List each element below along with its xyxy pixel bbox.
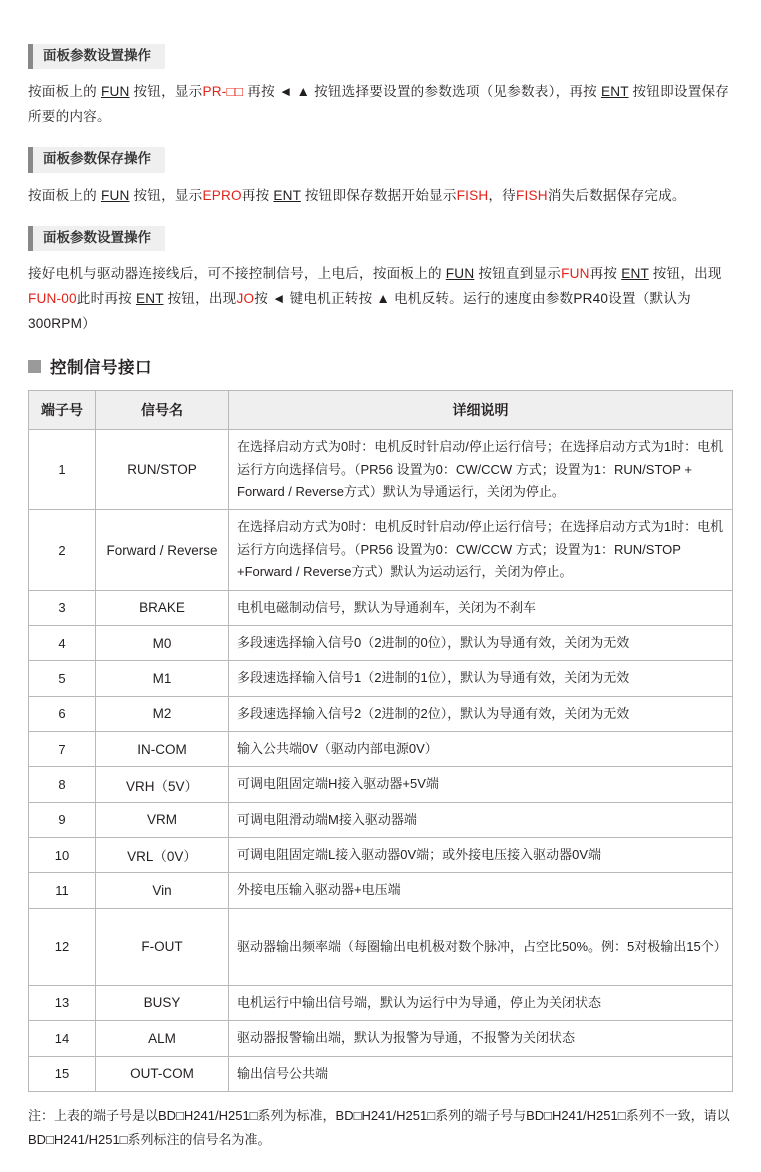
cell-description: 驱动器报警输出端，默认为报警为导通，不报警为关闭状态 (229, 1021, 733, 1056)
cell-description: 可调电阻固定端H接入驱动器+5V端 (229, 767, 733, 802)
section-paragraph: 接好电机与驱动器连接线后，可不接控制信号，上电后，按面板上的 FUN 按钮直到显示FUN再按 ENT 按钮，出现FUN-00此时再按 ENT 按钮，出现JO按 ◄ 键电机正转按 ▲ 电机反转。运行的速度由参数PR40设置（默认为300RPM） (28, 265, 722, 332)
cell-description: 输出信号公共端 (229, 1056, 733, 1091)
cell-description: 电机运行中输出信号端，默认为运行中为导通，停止为关闭状态 (229, 985, 733, 1020)
table-header-row (29, 391, 733, 430)
control-signal-table (28, 390, 733, 1091)
cell-signal-name: Vin (96, 873, 229, 908)
table-row (29, 908, 733, 985)
cell-signal-name: M0 (96, 625, 229, 660)
control-signal-interface-heading (28, 354, 733, 378)
cell-terminal-no: 4 (29, 625, 96, 660)
cell-terminal-no: 10 (29, 838, 96, 873)
cell-description: 驱动器输出频率端（每圈输出电机极对数个脉冲，占空比50%。例：5对极输出15个） (229, 908, 733, 985)
table-row (29, 1056, 733, 1091)
cell-terminal-no: 8 (29, 767, 96, 802)
cell-signal-name: BUSY (96, 985, 229, 1020)
cell-signal-name: M2 (96, 696, 229, 731)
cell-signal-name: M1 (96, 661, 229, 696)
table-row (29, 590, 733, 625)
table-row (29, 767, 733, 802)
cell-signal-name: ALM (96, 1021, 229, 1056)
th-signal-name: 信号名 (96, 391, 229, 430)
table-row (29, 873, 733, 908)
table-row (29, 802, 733, 837)
cell-terminal-no: 14 (29, 1021, 96, 1056)
cell-terminal-no: 13 (29, 985, 96, 1020)
cell-signal-name: F-OUT (96, 908, 229, 985)
cell-terminal-no: 3 (29, 590, 96, 625)
cell-terminal-no: 2 (29, 510, 96, 590)
table-header (29, 391, 733, 430)
section-paragraph: 按面板上的 FUN 按钮，显示PR-□□ 再按 ◄ ▲ 按钮选择要设置的参数选项（见参数表），再按 ENT 按钮即设置保存所要的内容。 (28, 84, 730, 125)
cell-terminal-no: 1 (29, 430, 96, 510)
table-footnote: 注：上表的端子号是以BD□H241/H251□系列为标准，BD□H241/H251□系列的端子号与BD□H241/H251□系列不一致，请以BD□H241/H251□系列标注的信号名为准。 (28, 1107, 730, 1147)
table-row (29, 732, 733, 767)
table-row (29, 661, 733, 696)
section-paragraph: 按面板上的 FUN 按钮，显示EPRO再按 ENT 按钮即保存数据开始显示FISH，待FISH消失后数据保存完成。 (28, 187, 686, 203)
cell-description: 外接电压输入驱动器+电压端 (229, 873, 733, 908)
cell-description: 多段速选择输入信号1（2进制的1位），默认为导通有效，关闭为无效 (229, 661, 733, 696)
table-row (29, 510, 733, 590)
heading-label: 控制信号接口 (50, 359, 152, 378)
cell-description: 可调电阻滑动端M接入驱动器端 (229, 802, 733, 837)
cell-signal-name: VRH（5V） (96, 767, 229, 802)
cell-description: 输入公共端0V（驱动内部电源0V） (229, 732, 733, 767)
table-row (29, 1021, 733, 1056)
table-row (29, 696, 733, 731)
cell-signal-name: VRM (96, 802, 229, 837)
cell-terminal-no: 7 (29, 732, 96, 767)
table-row (29, 985, 733, 1020)
cell-terminal-no: 11 (29, 873, 96, 908)
section-chip: 面板参数设置操作 (28, 226, 165, 251)
cell-signal-name: RUN/STOP (96, 430, 229, 510)
cell-terminal-no: 5 (29, 661, 96, 696)
table-row (29, 625, 733, 660)
square-bullet-icon (28, 360, 41, 373)
cell-description: 多段速选择输入信号2（2进制的2位），默认为导通有效，关闭为无效 (229, 696, 733, 731)
table-body (29, 430, 733, 1091)
section-panel-param-setting-1 (28, 44, 733, 129)
section-panel-param-setting-2 (28, 226, 733, 337)
cell-description: 在选择启动方式为0时：电机反时针启动/停止运行信号；在选择启动方式为1时：电机运行方向选择信号。（PR56 设置为0：CW/CCW 方式；设置为1：RUN/STOP + Forward / Reverse方式）默认为导通运行，关闭为停止。 (229, 430, 733, 510)
cell-description: 在选择启动方式为0时：电机反时针启动/停止运行信号；在选择启动方式为1时：电机运行方向选择信号。（PR56 设置为0：CW/CCW 方式；设置为1：RUN/STOP +Forward / Reverse方式）默认为运动运行，关闭为停止。 (229, 510, 733, 590)
cell-description: 多段速选择输入信号0（2进制的0位），默认为导通有效，关闭为无效 (229, 625, 733, 660)
cell-signal-name: OUT-COM (96, 1056, 229, 1091)
cell-terminal-no: 15 (29, 1056, 96, 1091)
cell-terminal-no: 6 (29, 696, 96, 731)
cell-signal-name: IN-COM (96, 732, 229, 767)
section-chip: 面板参数保存操作 (28, 147, 165, 172)
cell-signal-name: VRL（0V） (96, 838, 229, 873)
cell-description: 可调电阻固定端L接入驱动器0V端；或外接电压接入驱动器0V端 (229, 838, 733, 873)
table-row (29, 838, 733, 873)
cell-description: 电机电磁制动信号，默认为导通刹车，关闭为不刹车 (229, 590, 733, 625)
cell-signal-name: Forward / Reverse (96, 510, 229, 590)
section-chip: 面板参数设置操作 (28, 44, 165, 69)
cell-signal-name: BRAKE (96, 590, 229, 625)
th-terminal-no: 端子号 (29, 391, 96, 430)
th-description: 详细说明 (229, 391, 733, 430)
section-panel-param-save (28, 147, 733, 207)
table-row (29, 430, 733, 510)
cell-terminal-no: 12 (29, 908, 96, 985)
cell-terminal-no: 9 (29, 802, 96, 837)
